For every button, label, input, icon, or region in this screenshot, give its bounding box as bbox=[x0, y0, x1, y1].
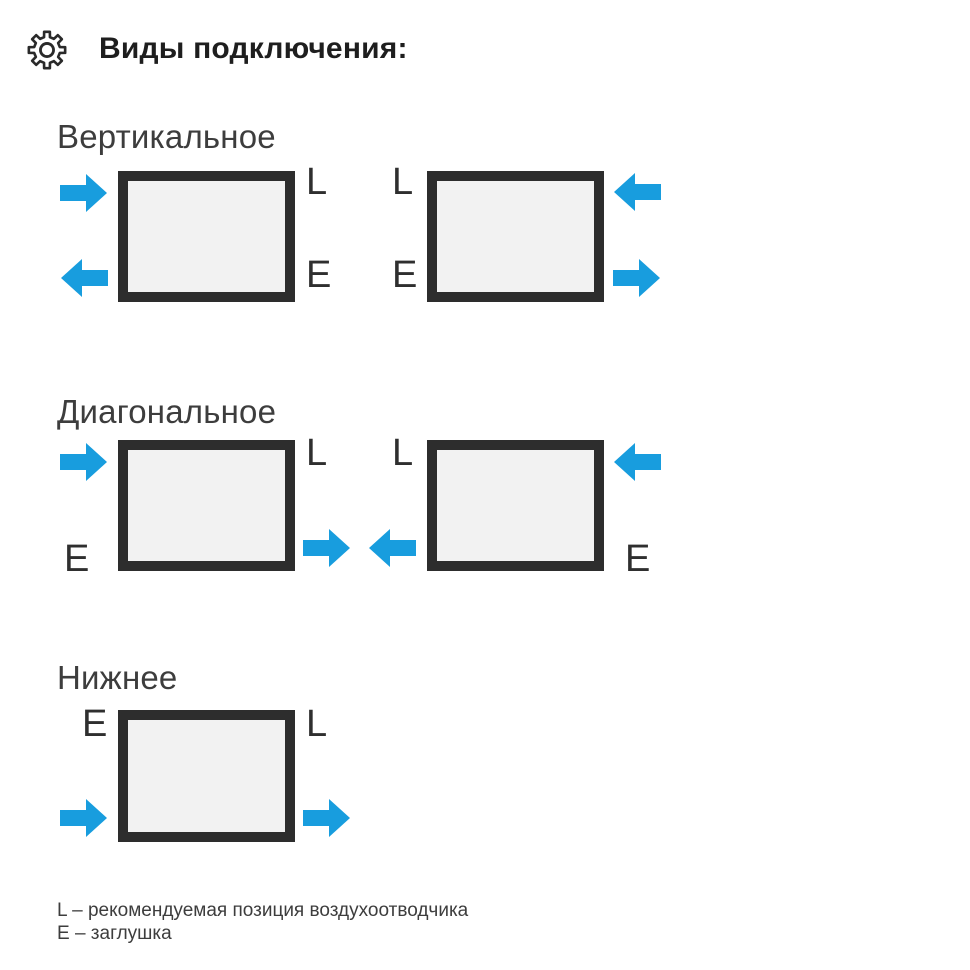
port-label-air-vent: L bbox=[392, 432, 414, 474]
inlet-arrow-right-icon bbox=[60, 442, 108, 482]
port-label-air-vent: L bbox=[392, 161, 414, 203]
port-label-plug: E bbox=[392, 254, 418, 296]
inlet-arrow-right-icon bbox=[60, 173, 108, 213]
legend-line-plug: E – заглушка bbox=[57, 923, 172, 944]
port-label-plug: E bbox=[306, 254, 332, 296]
page-title: Виды подключения: bbox=[99, 32, 408, 65]
section-title-diagonal: Диагональное bbox=[57, 393, 277, 430]
inlet-arrow-left-icon bbox=[613, 442, 661, 482]
port-label-plug: E bbox=[625, 538, 651, 580]
radiator-box bbox=[427, 440, 604, 571]
outlet-arrow-right-icon bbox=[303, 798, 351, 838]
legend bbox=[57, 899, 468, 945]
radiator-box bbox=[427, 171, 604, 302]
inlet-arrow-right-icon bbox=[60, 798, 108, 838]
outlet-arrow-right-icon bbox=[303, 528, 351, 568]
port-label-plug: E bbox=[82, 703, 108, 745]
radiator-box bbox=[118, 171, 295, 302]
section-title-vertical: Вертикальное bbox=[57, 118, 276, 155]
gear-icon bbox=[26, 29, 68, 71]
outlet-arrow-right-icon bbox=[613, 258, 661, 298]
port-label-air-vent: L bbox=[306, 161, 328, 203]
port-label-air-vent: L bbox=[306, 432, 328, 474]
inlet-arrow-left-icon bbox=[613, 172, 661, 212]
outlet-arrow-left-icon bbox=[60, 258, 108, 298]
section-title-bottom: Нижнее bbox=[57, 659, 178, 696]
outlet-arrow-left-icon bbox=[368, 528, 416, 568]
radiator-box bbox=[118, 440, 295, 571]
radiator-box bbox=[118, 710, 295, 842]
port-label-air-vent: L bbox=[306, 703, 328, 745]
legend-line-air-vent: L – рекомендуемая позиция воздухоотводчика bbox=[57, 900, 469, 921]
port-label-plug: E bbox=[64, 538, 90, 580]
